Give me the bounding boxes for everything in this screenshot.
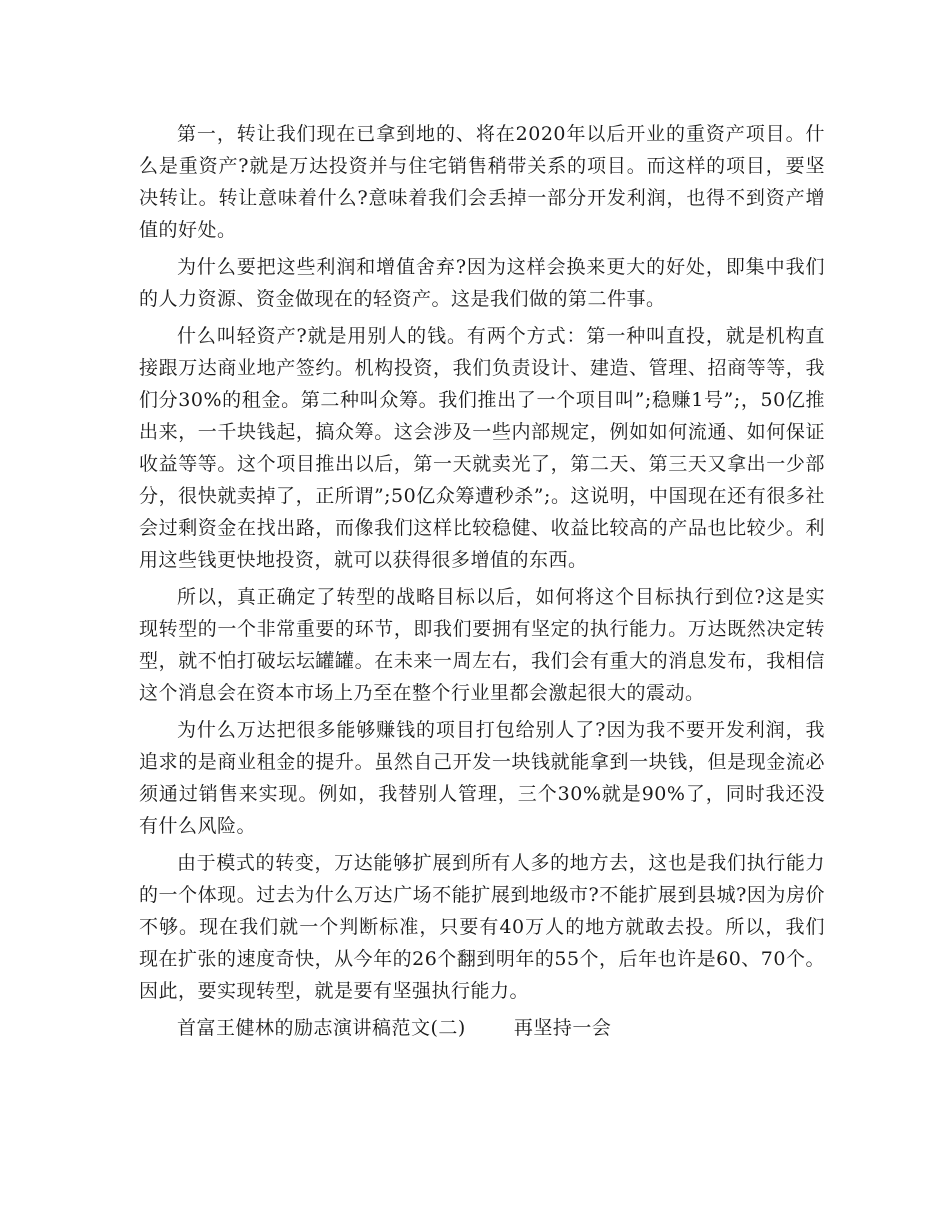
next-section-title: 首富王健林的励志演讲稿范文(二): [177, 1017, 466, 1039]
paragraph-3: 什么叫轻资产?就是用别人的钱。有两个方式：第一种叫直投，就是机构直接跟万达商业地产签约。机构投资，我们负责设计、建造、管理、招商等等，我们分30%的租金。第二种叫众筹。我们推出了一个项目叫”;稳赚1号”;，50亿推出来，一千块钱起，搞众筹。这会涉及一些内部规定，例如如何流通、如何保证收益等等。这个项目推出以后，第一天就卖光了，第二天、第三天又拿出一少部分，很快就卖掉了，正所谓”;50亿众筹遭秒杀”;。这说明，中国现在还有很多社会过剩资金在找出路，而像我们这样比较稳健、收益比较高的产品也比较少。利用这些钱更快地投资，就可以获得很多增值的东西。: [139, 325, 825, 571]
paragraph-1: 第一，转让我们现在已拿到地的、将在2020年以后开业的重资产项目。什么是重资产?就是万达投资并与住宅销售稍带关系的项目。而这样的项目，要坚决转让。转让意味着什么?意味着我们会丢掉一部分开发利润，也得不到资产增值的好处。: [139, 123, 825, 241]
paragraph-5: 为什么万达把很多能够赚钱的项目打包给别人了?因为我不要开发利润，我追求的是商业租金的提升。虽然自己开发一块钱就能拿到一块钱，但是现金流必须通过销售来实现。例如，我替别人管理，三个30%就是90%了，同时我还没有什么风险。: [139, 719, 825, 837]
paragraph-6: 由于模式的转变，万达能够扩展到所有人多的地方去，这也是我们执行能力的一个体现。过去为什么万达广场不能扩展到地级市?不能扩展到县城?因为房价不够。现在我们就一个判断标准，只要有40万人的地方就敢去投。所以，我们现在扩张的速度奇快，从今年的26个翻到明年的55个，后年也许是60、70个。因此，要实现转型，就是要有坚强执行能力。: [139, 852, 825, 1002]
next-section-subtitle: 再坚持一会: [513, 1017, 612, 1039]
document-page: [139, 118, 825, 1044]
paragraph-4: 所以，真正确定了转型的战略目标以后，如何将这个目标执行到位?这是实现转型的一个非常重要的环节，即我们要拥有坚定的执行能力。万达既然决定转型，就不怕打破坛坛罐罐。在未来一周左右，我们会有重大的消息发布，我相信这个消息会在资本市场上乃至在整个行业里都会激起很大的震动。: [139, 586, 825, 704]
next-section-heading: [139, 1012, 825, 1044]
paragraph-2: 为什么要把这些利润和增值舍弃?因为这样会换来更大的好处，即集中我们的人力资源、资金做现在的轻资产。这是我们做的第二件事。: [139, 256, 825, 310]
